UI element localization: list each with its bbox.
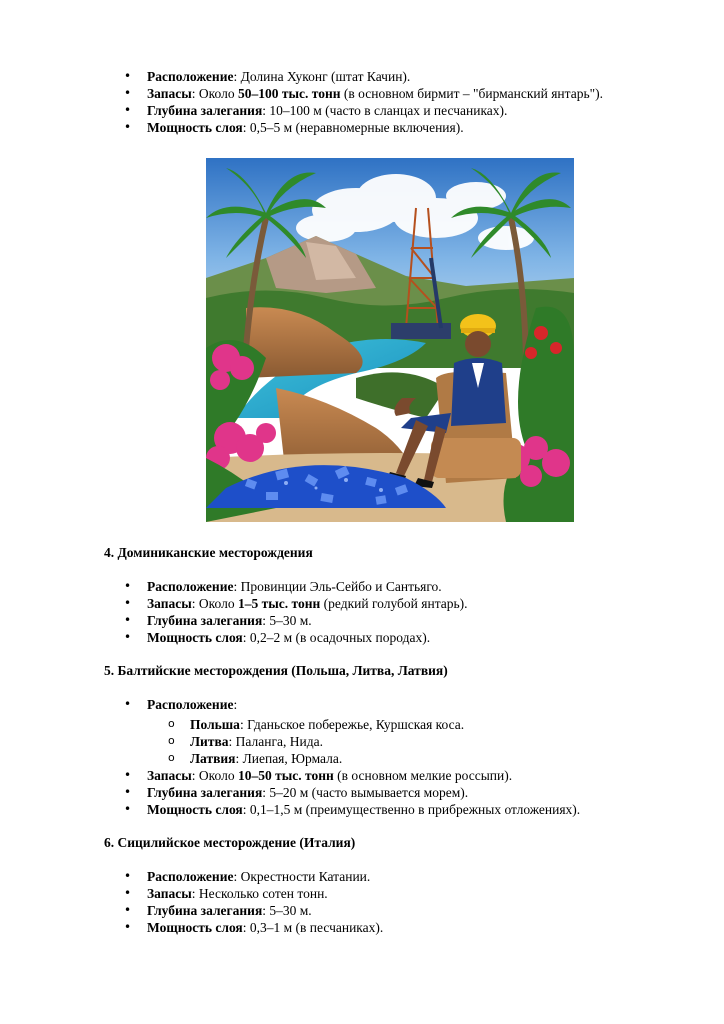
list-item: • Мощность слоя: 0,2–2 м (в осадочных породах). bbox=[0, 629, 468, 646]
item-label: Расположение bbox=[147, 869, 234, 884]
list-item: • Запасы: Несколько сотен тонн. bbox=[0, 885, 383, 902]
list-item: • Мощность слоя: 0,1–1,5 м (преимущественно в прибрежных отложениях). bbox=[0, 801, 580, 818]
item-label: Запасы bbox=[147, 86, 192, 101]
list-item: • Мощность слоя: 0,3–1 м (в песчаниках). bbox=[0, 919, 383, 936]
item-label: Мощность слоя bbox=[147, 120, 243, 135]
item-label: Расположение bbox=[147, 697, 234, 712]
item-value: 10–50 тыс. тонн bbox=[237, 768, 334, 783]
item-label: Глубина залегания bbox=[147, 103, 263, 118]
item-text: 0,3–1 м (в песчаниках). bbox=[249, 920, 384, 935]
list-item: • Глубина залегания: 5–30 м. bbox=[0, 902, 383, 919]
list-item: • Мощность слоя: 0,5–5 м (неравномерные включения). bbox=[0, 119, 603, 136]
item-text: 0,5–5 м (неравномерные включения). bbox=[249, 120, 464, 135]
list-item: • Запасы: Около 1–5 тыс. тонн (редкий голубой янтарь). bbox=[0, 595, 468, 612]
section-5-heading: 5. Балтийские месторождения (Польша, Литва, Латвия) bbox=[104, 663, 448, 678]
country-sublist bbox=[147, 716, 580, 767]
item-text: 0,2–2 м (в осадочных породах). bbox=[249, 630, 431, 645]
item-value: 1–5 тыс. тонн bbox=[237, 596, 321, 611]
list-item: • Расположение: Окрестности Катании. bbox=[0, 868, 383, 885]
list-item: • Запасы: Около 50–100 тыс. тонн (в основном бирмит – "бирманский янтарь"). bbox=[0, 85, 603, 102]
item-text: Окрестности Катании. bbox=[240, 869, 371, 884]
item-text: 5–20 м (часто вымывается морем). bbox=[269, 785, 469, 800]
item-label: Мощность слоя bbox=[147, 920, 243, 935]
item-label: Запасы bbox=[147, 886, 192, 901]
item-text: Несколько сотен тонн. bbox=[198, 886, 328, 901]
list-item: • Глубина залегания: 10–100 м (часто в сланцах и песчаниках). bbox=[0, 102, 603, 119]
sub-item-poland: o Польша: Гданьское побережье, Куршская коса. bbox=[147, 716, 580, 733]
item-label: Запасы bbox=[147, 768, 192, 783]
sub-item-lithuania: o Литва: Паланга, Нида. bbox=[147, 733, 580, 750]
item-label: Расположение bbox=[147, 579, 234, 594]
mining-illustration bbox=[206, 158, 574, 522]
section-6-heading: 6. Сицилийское месторождение (Италия) bbox=[104, 835, 356, 850]
item-label: Расположение bbox=[147, 69, 234, 84]
list-item: • Запасы: Около 10–50 тыс. тонн (в основном мелкие россыпи). bbox=[0, 767, 580, 784]
section-4-list bbox=[0, 578, 468, 646]
item-text: Долина Хуконг (штат Качин). bbox=[240, 69, 411, 84]
section-6-list bbox=[0, 868, 383, 936]
list-item: • Глубина залегания: 5–20 м (часто вымывается морем). bbox=[0, 784, 580, 801]
item-label: Мощность слоя bbox=[147, 802, 243, 817]
myanmar-deposit-list bbox=[0, 68, 603, 136]
item-text: Провинции Эль-Сейбо и Сантьяго. bbox=[240, 579, 442, 594]
item-text: 0,1–1,5 м (преимущественно в прибрежных отложениях). bbox=[249, 802, 581, 817]
section-4-heading: 4. Доминиканские месторождения bbox=[104, 545, 313, 560]
section-5-list bbox=[0, 696, 580, 818]
item-label: Запасы bbox=[147, 596, 192, 611]
item-value: 50–100 тыс. тонн bbox=[237, 86, 341, 101]
illustration-image bbox=[206, 158, 574, 522]
item-label: Глубина залегания bbox=[147, 903, 263, 918]
item-label: Мощность слоя bbox=[147, 630, 243, 645]
list-item: • Расположение: Провинции Эль-Сейбо и Сантьяго. bbox=[0, 578, 468, 595]
item-text: 10–100 м (часто в сланцах и песчаниках). bbox=[269, 103, 508, 118]
item-label: Глубина залегания bbox=[147, 785, 263, 800]
list-item: • Расположение: Долина Хуконг (штат Качин). bbox=[0, 68, 603, 85]
item-text: 5–30 м. bbox=[269, 903, 312, 918]
sub-item-latvia: o Латвия: Лиепая, Юрмала. bbox=[147, 750, 580, 767]
list-item: • Расположение: o Польша: Гданьское побережье, Куршская коса. o Литва: Паланга, Нида. o Латвия: Лиепая, Юрмала. bbox=[0, 696, 580, 767]
item-text: 5–30 м. bbox=[269, 613, 312, 628]
item-label: Глубина залегания bbox=[147, 613, 263, 628]
list-item: • Глубина залегания: 5–30 м. bbox=[0, 612, 468, 629]
